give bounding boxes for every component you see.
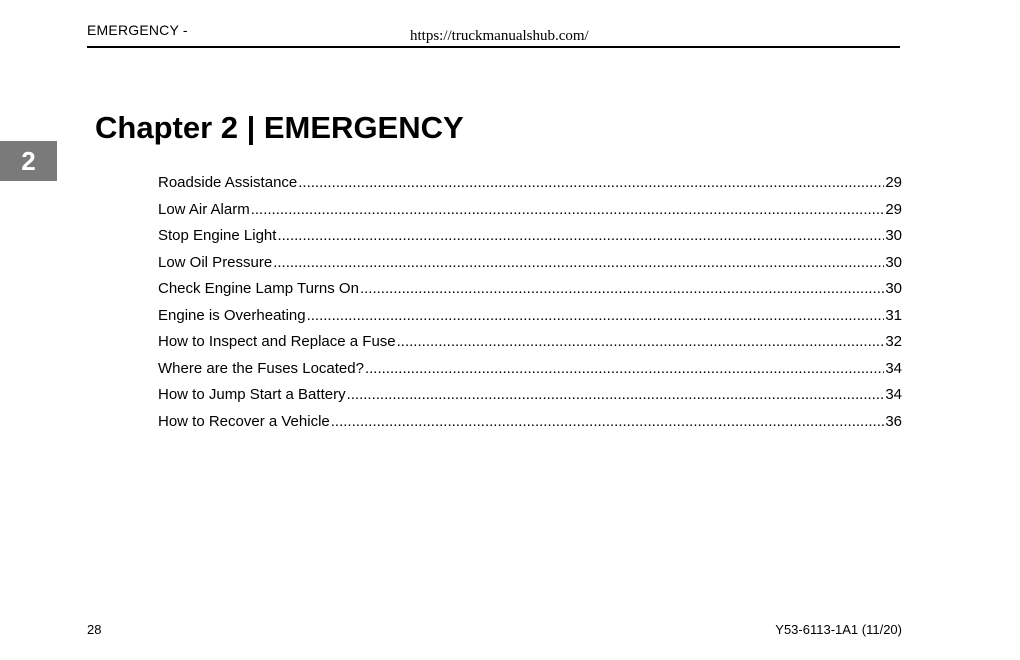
- toc-item-page: 31: [885, 306, 902, 324]
- toc-leader-dots: [397, 331, 885, 353]
- table-of-contents: [158, 172, 902, 437]
- toc-item[interactable]: [158, 384, 902, 411]
- toc-leader-dots: [331, 411, 885, 433]
- footer-page-number: 28: [87, 622, 102, 637]
- toc-item[interactable]: [158, 331, 902, 358]
- toc-leader-dots: [251, 199, 885, 221]
- toc-item-label: Where are the Fuses Located?: [158, 359, 364, 377]
- toc-item-page: 29: [885, 200, 902, 218]
- chapter-tab: 2: [0, 141, 57, 181]
- toc-item-page: 32: [885, 333, 902, 350]
- toc-item[interactable]: [158, 252, 902, 279]
- toc-leader-dots: [277, 225, 884, 247]
- toc-item[interactable]: [158, 278, 902, 305]
- toc-item[interactable]: [158, 172, 902, 199]
- toc-item[interactable]: [158, 358, 902, 385]
- toc-item-label: Stop Engine Light: [158, 227, 277, 244]
- toc-item-label: How to Inspect and Replace a Fuse: [158, 333, 396, 350]
- toc-item-label: Roadside Assistance: [158, 174, 298, 191]
- toc-leader-dots: [347, 384, 885, 406]
- toc-leader-dots: [298, 172, 884, 194]
- toc-item-label: Engine is Overheating: [158, 306, 306, 324]
- toc-item-page: 30: [885, 227, 902, 244]
- toc-item[interactable]: [158, 199, 902, 226]
- toc-leader-dots: [365, 358, 884, 380]
- toc-leader-dots: [273, 252, 884, 274]
- toc-item[interactable]: [158, 411, 902, 438]
- toc-leader-dots: [307, 305, 885, 327]
- toc-item-page: 36: [885, 412, 902, 430]
- toc-item-page: 30: [885, 280, 902, 297]
- toc-item-label: Low Oil Pressure: [158, 253, 273, 271]
- header-rule: [87, 46, 900, 48]
- toc-item-label: How to Recover a Vehicle: [158, 412, 330, 430]
- header-url[interactable]: https://truckmanualshub.com/: [410, 28, 589, 44]
- toc-item-page: 34: [885, 386, 902, 403]
- toc-item[interactable]: [158, 305, 902, 332]
- toc-item[interactable]: [158, 225, 902, 252]
- toc-item-label: Check Engine Lamp Turns On: [158, 280, 359, 297]
- toc-item-page: 29: [885, 174, 902, 191]
- chapter-title: Chapter 2 | EMERGENCY: [95, 110, 464, 145]
- footer-doc-code: Y53-6113-1A1 (11/20): [775, 622, 902, 637]
- toc-leader-dots: [360, 278, 884, 300]
- toc-item-label: How to Jump Start a Battery: [158, 386, 346, 403]
- toc-item-label: Low Air Alarm: [158, 200, 250, 218]
- toc-item-page: 30: [885, 253, 902, 271]
- toc-item-page: 34: [885, 359, 902, 377]
- header-section-title: EMERGENCY -: [87, 22, 188, 38]
